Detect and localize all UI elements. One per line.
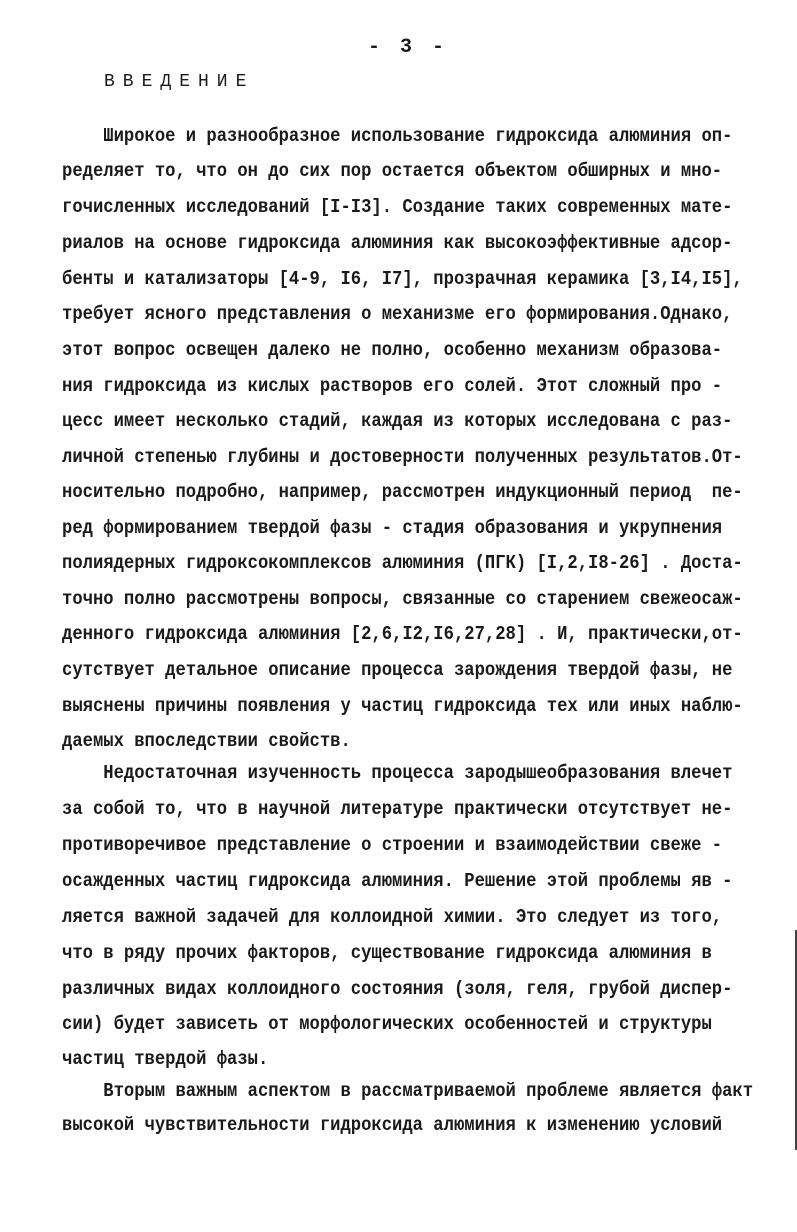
text-line: различных видах коллоидного состояния (золя, геля, грубой диспер-	[62, 979, 733, 1001]
text-line: высокой чувствительности гидроксида алюминия к изменению условий	[62, 1115, 723, 1137]
text-line: осажденных частиц гидроксида алюминия. Решение этой проблемы яв -	[62, 871, 733, 893]
text-line: точно полно рассмотрены вопросы, связанные со старением свежеосаж-	[62, 589, 743, 611]
text-line: этот вопрос освещен далеко не полно, особенно механизм образова-	[62, 340, 723, 362]
text-line: полиядерных гидроксокомплексов алюминия (ПГК) [I,2,I8-26] . Доста-	[62, 553, 743, 575]
text-line: за собой то, что в научной литературе практически отсутствует не-	[62, 799, 733, 821]
text-line: даемых впоследствии свойств.	[62, 731, 351, 753]
text-line: частиц твердой фазы.	[62, 1049, 269, 1071]
text-line: противоречивое представление о строении и взаимодействии свеже -	[62, 835, 723, 857]
text-line: цесс имеет несколько стадий, каждая из которых исследована с раз-	[62, 411, 733, 433]
text-line: личной степенью глубины и достоверности полученных результатов.От-	[62, 447, 743, 469]
text-line: ределяет то, что он до сих пор остается объектом обширных и мно-	[62, 161, 723, 183]
text-line: ред формированием твердой фазы - стадия образования и укрупнения	[62, 518, 723, 540]
text-line: бенты и катализаторы [4-9, I6, I7], прозрачная керамика [3,I4,I5],	[62, 269, 743, 291]
text-line: гочисленных исследований [I-I3]. Создание таких современных мате-	[62, 197, 733, 219]
text-line: выяснены причины появления у частиц гидроксида тех или иных наблю-	[62, 696, 743, 718]
section-heading: ВВЕДЕНИЕ	[104, 72, 255, 92]
text-line: ляется важной задачей для коллоидной химии. Это следует из того,	[62, 907, 723, 929]
text-line: Недостаточная изученность процесса зародышеобразования влечет	[62, 763, 733, 785]
text-line: сии) будет зависеть от морфологических особенностей и структуры	[62, 1014, 712, 1036]
page-number: - 3 -	[368, 36, 449, 59]
text-line: что в ряду прочих факторов, существование гидроксида алюминия в	[62, 943, 712, 965]
text-line: носительно подробно, например, рассмотрен индукционный период пе-	[62, 482, 743, 504]
text-line: риалов на основе гидроксида алюминия как высокоэффективные адсор-	[62, 233, 733, 255]
text-line: ния гидроксида из кислых растворов его солей. Этот сложный про -	[62, 376, 723, 398]
text-line: Вторым важным аспектом в рассматриваемой проблеме является факт	[62, 1081, 754, 1103]
text-line: сутствует детальное описание процесса зарождения твердой фазы, не	[62, 660, 733, 682]
text-line: Широкое и разнообразное использование гидроксида алюминия оп-	[62, 126, 733, 148]
text-line: требует ясного представления о механизме его формирования.Однако,	[62, 304, 733, 326]
text-line: денного гидроксида алюминия [2,6,I2,I6,27,28] . И, практически,от-	[62, 624, 743, 646]
